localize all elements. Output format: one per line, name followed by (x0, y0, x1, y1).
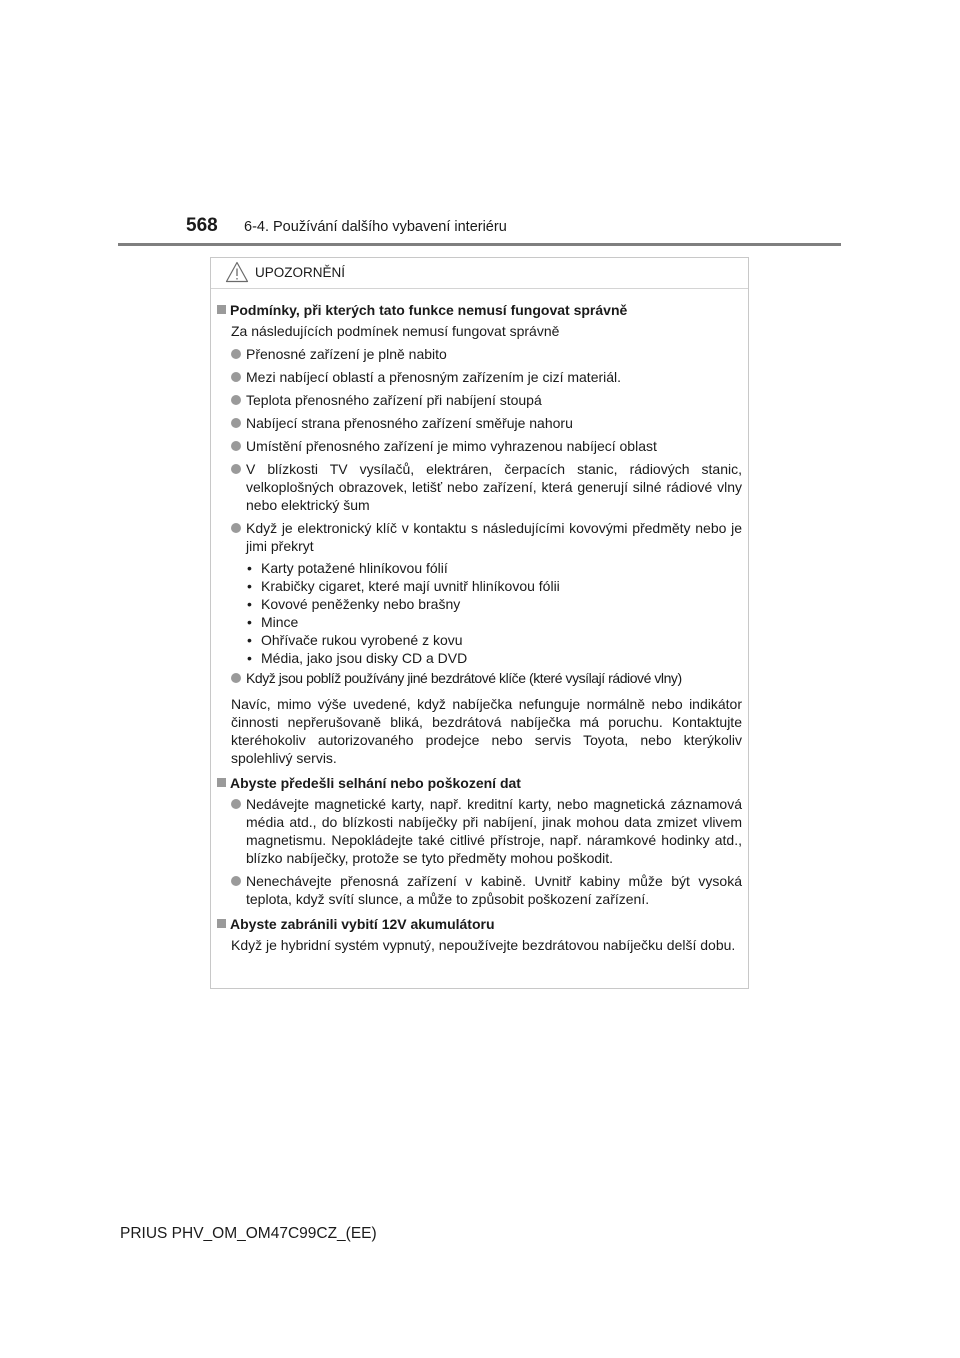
list-item (217, 345, 742, 363)
section-heading-text: Podmínky, při kterých tato funkce nemusí fungovat správně (230, 302, 628, 318)
list-item-text: Umístění přenosného zařízení je mimo vyhrazenou nabíjecí oblast (246, 438, 657, 454)
sub-list-item: • Kovové peněženky nebo brašny (245, 595, 742, 613)
section-heading-text: Abyste zabránili vybití 12V akumulátoru (230, 916, 495, 932)
footer-model-code: PRIUS PHV_OM_OM47C99CZ_(EE) (120, 1225, 377, 1242)
sub-list-item: • Krabičky cigaret, které mají uvnitř hliníkovou fólii (245, 577, 742, 595)
circle-bullet-icon (231, 372, 241, 382)
circle-bullet-icon (231, 349, 241, 359)
list-item (217, 460, 742, 514)
circle-bullet-icon (231, 673, 241, 683)
list-item-text: Když jsou poblíž používány jiné bezdrátové klíče (které vysílají rádiové vlny) (246, 670, 682, 686)
circle-bullet-icon (231, 876, 241, 886)
list-item-text: Mezi nabíjecí oblastí a přenosným zařízením je cizí materiál. (246, 369, 622, 385)
list-item (217, 437, 742, 455)
list-item-text: V blízkosti TV vysílačů, elektráren, čerpacích stanic, rádiových stanic, velkoplošných obrazovek, letišť nebo zařízení, která generují silné rádiové vlny nebo elektrický šum (246, 461, 742, 513)
page-number: 568 (186, 215, 218, 236)
warning-box (210, 257, 749, 989)
warning-label: UPOZORNĚNÍ (255, 265, 346, 280)
section-heading (217, 915, 742, 933)
section-heading-text: Abyste předešli selhání nebo poškození dat (230, 775, 521, 791)
list-item (217, 872, 742, 908)
list-item (217, 414, 742, 432)
circle-bullet-icon (231, 418, 241, 428)
sub-list-item: • Karty potažené hliníkovou fólií (245, 559, 742, 577)
list-item-text: Přenosné zařízení je plně nabito (246, 346, 447, 362)
list-item-text: Nenechávejte přenosná zařízení v kabině. Uvnitř kabiny může být vysoká teplota, když svítí slunce, a může to způsobit poškození zařízení. (246, 873, 742, 907)
metal-objects-list (245, 559, 742, 667)
list-item (217, 391, 742, 409)
sub-list-item: • Mince (245, 613, 742, 631)
circle-bullet-icon (231, 464, 241, 474)
malfunction-note: Navíc, mimo výše uvedené, když nabíječka nefunguje normálně nebo indikátor činnosti nepřerušovaně bliká, bezdrátová nabíječka má poruchu. Kontaktujte kteréhokoliv autorizovaného prodejce nebo servis Toyota, nebo kterýkoliv spolehlivý servis. (231, 696, 742, 766)
warning-header (211, 258, 748, 289)
list-item-text: Teplota přenosného zařízení při nabíjení stoupá (246, 392, 542, 408)
circle-bullet-icon (231, 523, 241, 533)
list-item-text: Když je elektronický klíč v kontaktu s následujícími kovovými předměty nebo je jimi překryt (246, 520, 742, 554)
section-title: 6-4. Používání dalšího vybavení interiéru (244, 219, 507, 235)
section-heading (217, 301, 742, 319)
square-bullet-icon (217, 919, 226, 928)
section-text: Když je hybridní systém vypnutý, nepoužívejte bezdrátovou nabíječku delší dobu. (231, 937, 736, 953)
warning-body (211, 289, 748, 954)
circle-bullet-icon (231, 799, 241, 809)
circle-bullet-icon (231, 441, 241, 451)
list-item (217, 669, 742, 687)
list-item (217, 519, 742, 555)
square-bullet-icon (217, 778, 226, 787)
list-item (217, 795, 742, 867)
warning-triangle-icon (225, 261, 249, 283)
section-intro: Za následujících podmínek nemusí fungovat správně (231, 323, 560, 339)
list-item-text: Nedávejte magnetické karty, např. kreditní karty, nebo magnetická záznamová média atd., do blízkosti nabíječky při nabíjení, jinak mohou data zmizet vlivem magnetismu. Nepokládejte také citlivé přístroje, např. náramkové hodinky atd., blízko nabíječky, protože se tyto předměty mohou poškodit. (246, 796, 742, 866)
sub-list-item: • Média, jako jsou disky CD a DVD (245, 649, 742, 667)
header-divider (118, 243, 841, 246)
list-item (217, 368, 742, 386)
square-bullet-icon (217, 305, 226, 314)
section-heading (217, 774, 742, 792)
sub-list-item: • Ohřívače rukou vyrobené z kovu (245, 631, 742, 649)
circle-bullet-icon (231, 395, 241, 405)
list-item-text: Nabíjecí strana přenosného zařízení směřuje nahoru (246, 415, 573, 431)
